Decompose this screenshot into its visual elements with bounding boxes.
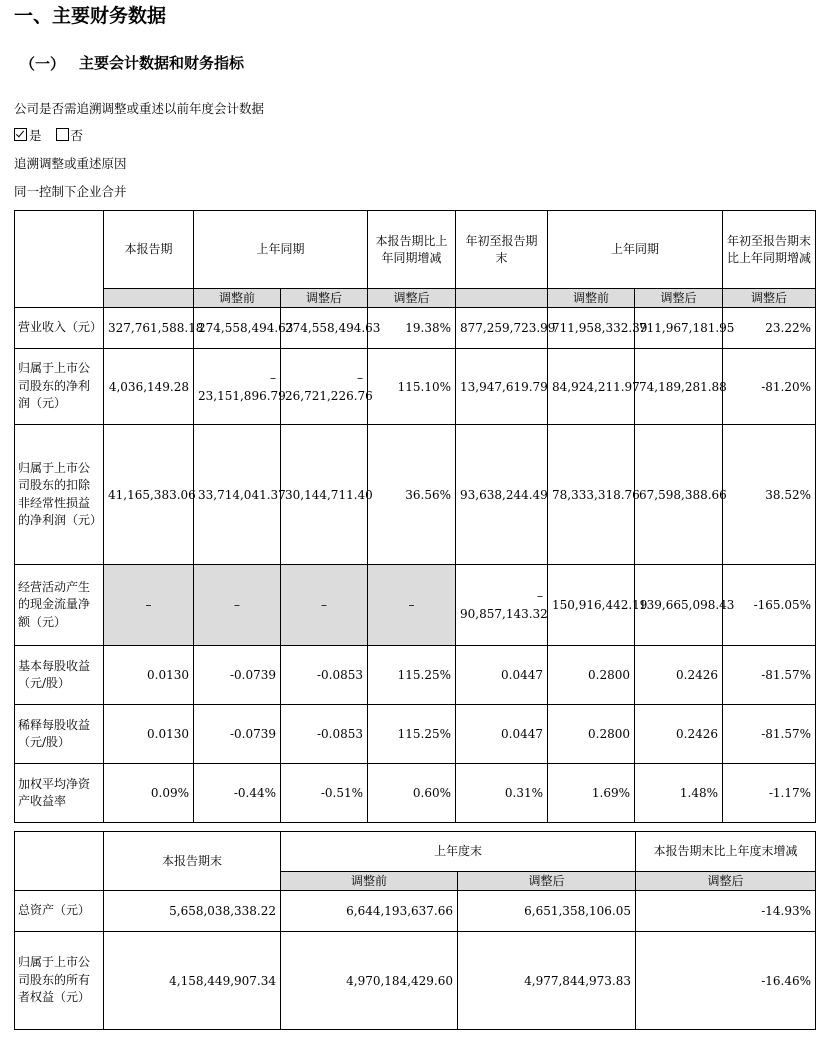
- row-label: 归属于上市公司股东的净利润（元）: [15, 349, 104, 425]
- data-cell: 78,333,318.76: [548, 425, 635, 565]
- subheader-before: 调整前: [194, 289, 281, 308]
- data-cell: 711,967,181.95: [635, 308, 723, 349]
- data-cell: -0.0739: [194, 705, 281, 764]
- subheader-after: 调整后: [458, 872, 636, 891]
- table-row: [15, 891, 816, 932]
- row-label: 营业收入（元）: [15, 308, 104, 349]
- subheader-before: 调整前: [281, 872, 458, 891]
- data-cell: -16.46%: [636, 932, 816, 1030]
- data-cell: 0.0447: [456, 705, 548, 764]
- header-ytd-change: 年初至报告期末比上年同期增减: [723, 211, 816, 289]
- data-cell: –: [281, 565, 368, 646]
- option-no-label: 否: [70, 128, 84, 143]
- row-label: 加权平均净资产收益率: [15, 764, 104, 823]
- key-financial-data-table: [14, 210, 816, 823]
- data-cell: 0.09%: [104, 764, 194, 823]
- data-cell: 1.48%: [635, 764, 723, 823]
- data-cell: 0.0130: [104, 705, 194, 764]
- subheader-blank: [456, 289, 548, 308]
- data-cell: 711,958,332.39: [548, 308, 635, 349]
- restatement-options: [14, 128, 83, 144]
- table-row: [15, 705, 816, 764]
- data-cell: 274,558,494.63: [281, 308, 368, 349]
- data-cell: 0.0447: [456, 646, 548, 705]
- restatement-reason-text: 同一控制下企业合并: [14, 184, 127, 199]
- table-row: [15, 308, 816, 349]
- data-cell: 4,036,149.28: [104, 349, 194, 425]
- subheader-blank: [104, 289, 194, 308]
- subheader-after: 调整后: [723, 289, 816, 308]
- table-row: [15, 425, 816, 565]
- data-cell: 139,665,098.43: [635, 565, 723, 646]
- subheader-after: 调整后: [635, 289, 723, 308]
- row-label: 总资产（元）: [15, 891, 104, 932]
- data-cell: -0.44%: [194, 764, 281, 823]
- row-label: 稀释每股收益（元/股）: [15, 705, 104, 764]
- data-cell: 84,924,211.97: [548, 349, 635, 425]
- table-row: [15, 764, 816, 823]
- table-row: [15, 565, 816, 646]
- data-cell: -0.0853: [281, 705, 368, 764]
- data-cell: –: [194, 565, 281, 646]
- subsection-number: （一）: [20, 54, 66, 73]
- data-cell: 33,714,041.37: [194, 425, 281, 565]
- header-prior-same-period-ytd: 上年同期: [548, 211, 723, 289]
- subheader-after: 调整后: [281, 289, 368, 308]
- data-cell: 0.2800: [548, 646, 635, 705]
- data-cell: 23.22%: [723, 308, 816, 349]
- restatement-reason-label: 追溯调整或重述原因: [14, 156, 127, 171]
- data-cell: 30,144,711.40: [281, 425, 368, 565]
- data-cell: -0.0853: [281, 646, 368, 705]
- table-row: [15, 932, 816, 1030]
- data-cell: 4,977,844,973.83: [458, 932, 636, 1030]
- row-label: 归属于上市公司股东的扣除非经常性损益的净利润（元）: [15, 425, 104, 565]
- data-cell: -0.51%: [281, 764, 368, 823]
- data-cell: 327,761,588.18: [104, 308, 194, 349]
- row-label: 经营活动产生的现金流量净额（元）: [15, 565, 104, 646]
- data-cell: –: [368, 565, 456, 646]
- data-cell: 5,658,038,338.22: [104, 891, 281, 932]
- data-cell: 36.56%: [368, 425, 456, 565]
- data-cell: 4,158,449,907.34: [104, 932, 281, 1030]
- balance-sheet-table: [14, 831, 816, 1030]
- data-cell: 0.2800: [548, 705, 635, 764]
- subheader-after: 调整后: [368, 289, 456, 308]
- corner-cell: [15, 832, 104, 891]
- row-label: 基本每股收益（元/股）: [15, 646, 104, 705]
- data-cell: 13,947,619.79: [456, 349, 548, 425]
- header-change: 本报告期末比上年度末增减: [636, 832, 816, 872]
- data-cell: –26,721,226.76: [281, 349, 368, 425]
- data-cell: 0.2426: [635, 705, 723, 764]
- corner-cell: [15, 211, 104, 308]
- data-cell: -81.57%: [723, 705, 816, 764]
- data-cell: –23,151,896.79: [194, 349, 281, 425]
- data-cell: 74,189,281.88: [635, 349, 723, 425]
- header-current-period: 本报告期: [104, 211, 194, 289]
- header-period-end: 本报告期末: [104, 832, 281, 891]
- data-cell: 0.0130: [104, 646, 194, 705]
- data-cell: 1.69%: [548, 764, 635, 823]
- data-cell: 6,651,358,106.05: [458, 891, 636, 932]
- header-prior-year-end: 上年度末: [281, 832, 636, 872]
- subsection-text: 主要会计数据和财务指标: [79, 54, 245, 72]
- data-cell: 4,970,184,429.60: [281, 932, 458, 1030]
- row-label: 归属于上市公司股东的所有者权益（元）: [15, 932, 104, 1030]
- data-cell: 41,165,383.06: [104, 425, 194, 565]
- checked-box-icon[interactable]: [14, 128, 27, 141]
- data-cell: 19.38%: [368, 308, 456, 349]
- data-cell: 115.25%: [368, 646, 456, 705]
- option-yes-label: 是: [29, 128, 42, 143]
- data-cell: -81.20%: [723, 349, 816, 425]
- data-cell: 115.10%: [368, 349, 456, 425]
- data-cell: –: [104, 565, 194, 646]
- header-change-vs-prior: 本报告期比上年同期增减: [368, 211, 456, 289]
- data-cell: 67,598,388.66: [635, 425, 723, 565]
- restatement-question: 公司是否需追溯调整或重述以前年度会计数据: [14, 101, 265, 116]
- table-row: [15, 349, 816, 425]
- data-cell: 0.60%: [368, 764, 456, 823]
- data-cell: –90,857,143.32: [456, 565, 548, 646]
- data-cell: 6,644,193,637.66: [281, 891, 458, 932]
- subsection-title: [20, 52, 244, 74]
- section-title: 一、主要财务数据: [14, 5, 167, 27]
- data-cell: -81.57%: [723, 646, 816, 705]
- header-ytd: 年初至报告期末: [456, 211, 548, 289]
- data-cell: 115.25%: [368, 705, 456, 764]
- table-row: [15, 646, 816, 705]
- data-cell: -165.05%: [723, 565, 816, 646]
- data-cell: -14.93%: [636, 891, 816, 932]
- data-cell: -0.0739: [194, 646, 281, 705]
- data-cell: 93,638,244.49: [456, 425, 548, 565]
- data-cell: -1.17%: [723, 764, 816, 823]
- subheader-before: 调整前: [548, 289, 635, 308]
- data-cell: 0.2426: [635, 646, 723, 705]
- header-prior-same-period: 上年同期: [194, 211, 368, 289]
- data-cell: 150,916,442.19: [548, 565, 635, 646]
- data-cell: 38.52%: [723, 425, 816, 565]
- data-cell: 0.31%: [456, 764, 548, 823]
- data-cell: 274,558,494.63: [194, 308, 281, 349]
- unchecked-box-icon[interactable]: [56, 128, 69, 141]
- data-cell: 877,259,723.99: [456, 308, 548, 349]
- subheader-after: 调整后: [636, 872, 816, 891]
